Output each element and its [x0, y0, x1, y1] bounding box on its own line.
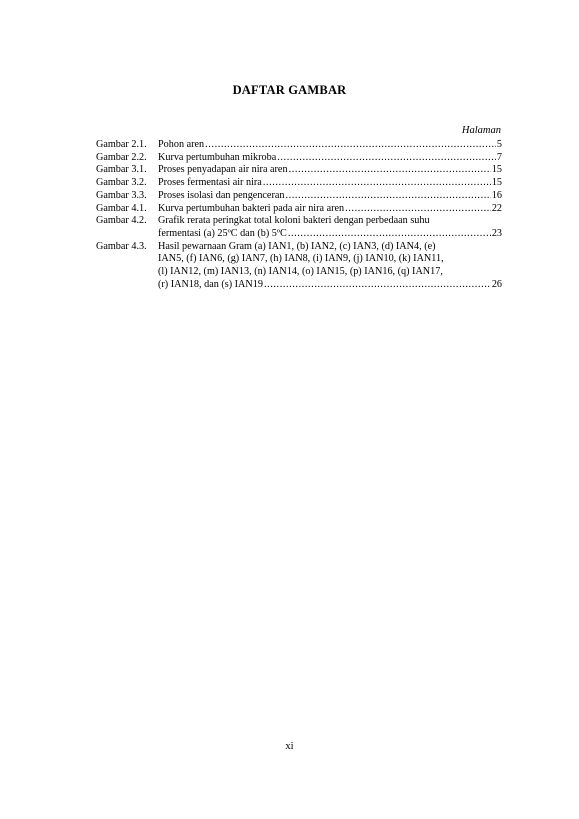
caption-line: Hasil pewarnaan Gram (a) IAN1, (b) IAN2, (c) IAN3, (d) IAN4, (e) — [158, 240, 436, 252]
caption-line: Grafik rerata peringkat total koloni bakteri dengan perbedaan suhu — [158, 215, 430, 227]
caption-line: Kurva pertumbuhan bakteri pada air nira aren — [158, 202, 345, 214]
figure-label: Gambar 3.1. — [96, 164, 147, 176]
page-title: DAFTAR GAMBAR — [232, 83, 347, 97]
caption-line: Proses fermentasi air nira — [158, 177, 262, 189]
figure-label: Gambar 2.2. — [96, 151, 147, 163]
caption-line: Proses penyadapan air nira aren — [158, 164, 288, 176]
figure-page-number: 23 — [491, 227, 502, 239]
figure-entry — [96, 177, 502, 190]
figure-caption — [158, 177, 502, 190]
caption-line: IAN5, (f) IAN6, (g) IAN7, (h) IAN8, (i) IAN9, (j) IAN10, (k) IAN11, — [158, 253, 444, 265]
figure-page-number: 7 — [496, 151, 502, 163]
figure-caption — [158, 190, 502, 203]
figure-label: Gambar 4.2. — [96, 215, 147, 227]
figure-entry — [96, 152, 502, 165]
figure-entry — [96, 190, 502, 203]
dot-leader — [205, 139, 496, 152]
figure-entry — [96, 215, 502, 240]
figure-page-number: 26 — [491, 278, 502, 290]
dot-leader — [263, 177, 491, 190]
figure-entry — [96, 203, 502, 216]
dot-leader — [285, 190, 490, 203]
figure-page-number: 22 — [491, 202, 502, 214]
page-number: xi — [285, 741, 294, 752]
figure-page-number: 15 — [491, 164, 502, 176]
dot-leader — [277, 152, 496, 165]
figure-page-number: 15 — [491, 177, 502, 189]
figure-caption — [158, 139, 502, 152]
dot-leader — [289, 164, 491, 177]
dot-leader — [288, 228, 491, 241]
figure-entry — [96, 164, 502, 177]
figure-label: Gambar 2.1. — [96, 139, 147, 150]
figure-caption — [158, 215, 502, 240]
figure-label: Gambar 3.3. — [96, 189, 147, 201]
figure-list — [96, 139, 502, 291]
caption-line: fermentasi (a) 25ºC dan (b) 5ºC — [158, 227, 287, 239]
figure-page-number: 5 — [496, 139, 502, 150]
dot-leader — [345, 203, 491, 216]
figure-label: Gambar 4.1. — [96, 202, 147, 214]
caption-line: (l) IAN12, (m) IAN13, (n) IAN14, (o) IAN15, (p) IAN16, (q) IAN17, — [158, 266, 443, 278]
figure-caption — [158, 152, 502, 165]
figure-entry — [96, 241, 502, 292]
figure-caption — [158, 241, 502, 292]
dot-leader — [264, 279, 491, 292]
figure-label: Gambar 3.2. — [96, 177, 147, 189]
figure-caption — [158, 164, 502, 177]
caption-line: Proses isolasi dan pengenceran — [158, 189, 285, 201]
caption-line: (r) IAN18, dan (s) IAN19 — [158, 278, 263, 290]
caption-line: Pohon aren — [158, 139, 205, 150]
caption-line: Kurva pertumbuhan mikroba — [158, 151, 277, 163]
figure-entry — [96, 139, 502, 152]
figure-page-number: 16 — [491, 189, 502, 201]
page-column-header: Halaman — [461, 125, 501, 136]
figure-caption — [158, 203, 502, 216]
figure-label: Gambar 4.3. — [96, 240, 147, 252]
